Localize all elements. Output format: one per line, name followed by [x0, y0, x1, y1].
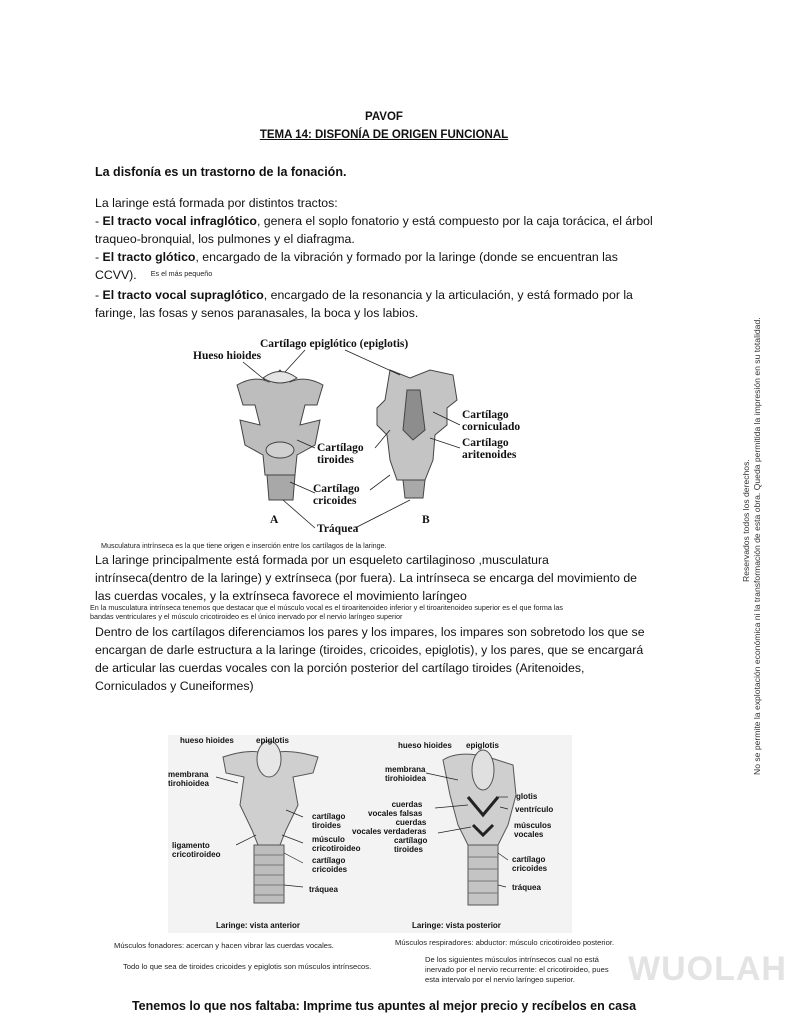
label-hueso-hioides: Hueso hioides	[193, 350, 262, 362]
label-cartilago-aritenoides: Cartílago aritenoides	[462, 437, 517, 461]
tract-item-cont: traqueo-bronquial, los pulmones y el diafragma.	[95, 232, 355, 246]
label-cartilago-corniculado: Cartílago corniculado	[462, 409, 521, 433]
handwritten-note-respiradores: Músculos respiradores: abductor: músculo cricotiroideo posterior.	[395, 938, 615, 947]
caption-vista-anterior: Laringe: vista anterior	[216, 921, 301, 930]
tract-item-cont: faringe, las fosas y senos paranasales, la boca y los labios.	[95, 306, 419, 320]
paragraph-cartilages: Dentro de los cartílagos diferenciamos los pares y los impares, los impares son sobretodo los que se encargan de darle estructura a la laringe (tiroides, cricoides, epiglotis), y los pares, que se encargará de articular las cuerdas vocales con la porción posterior del cartílago tiroides (Aritenoides, Corniculados y Cuneiformes)	[95, 625, 645, 693]
label-epiglotis-right: epiglotis	[466, 741, 499, 750]
caption-vista-posterior: Laringe: vista posterior	[412, 921, 501, 930]
tracts-intro: La laringe está formada por distintos tractos:	[95, 196, 338, 210]
handwritten-note: Es el más pequeño	[150, 269, 213, 278]
tract-name: El tracto vocal supraglótico	[102, 288, 264, 302]
tract-item: - El tracto vocal supraglótico, encargado de la resonancia y la articulación, y está formado por la	[95, 288, 633, 302]
tract-item-cont: CCVV). $^{Es el más pequeño}$	[95, 268, 213, 282]
paragraph-skeleton: La laringe principalmente está formada por un esqueleto cartilaginoso ,musculatura intrínseca(dentro de la laringe) y extrínseca (por fuera). La intrínseca se encarga del movimiento de las cuerdas vocales, y la extrínseca favorece el movimiento laríngeo	[95, 553, 638, 603]
intro-sentence: La disfonía es un trastorno de la fonación.	[95, 165, 347, 179]
label-musculo-cricotiroideo: músculo cricotiroideo	[312, 835, 361, 853]
rights-reserved-text: Reservados todos los derechos.	[741, 459, 751, 582]
handwritten-note-vocal: En la musculatura intrínseca tenemos que destacar que el músculo vocal es el tiroaritenoideo inferior y el tiroaritenoideo superior es el que forma las bandas ventriculares y el músculo cricotiroideo es el único inervado por el nervio laríngeo superior	[90, 603, 564, 621]
label-cartilago-tiroides: Cartílago tiroides	[317, 442, 364, 466]
label-traquea: Tráquea	[317, 523, 359, 535]
wuolah-watermark: WUOLAH	[628, 950, 787, 988]
label-cartilago-cricoides-right: cartílago cricoides	[512, 855, 548, 873]
label-epiglotis-left: epiglotis	[256, 736, 289, 745]
topic-title: TEMA 14: DISFONÍA DE ORIGEN FUNCIONAL	[259, 129, 509, 141]
handwritten-note-recurrente: De los siguientes músculos intrínsecos cual no está inervado por el nervio recurrente: el cricotiroideo, pues esta intervalo por el nervio laríngeo superior.	[425, 955, 609, 984]
label-cartilago-epiglotico: Cartílago epiglótico (epiglotis)	[260, 338, 409, 350]
label-hueso-hioides-left: hueso hioides	[180, 736, 234, 745]
tract-name: El tracto vocal infraglótico	[102, 214, 257, 228]
footer-promo: Tenemos lo que nos faltaba: Imprime tus apuntes al mejor precio y recíbelos en casa	[131, 999, 637, 1013]
label-membrana-left: membrana tirohioidea	[168, 770, 209, 788]
label-cartilago-tiroides-left: cartílago tiroides	[312, 812, 346, 830]
label-membrana-right: membrana tirohioidea	[385, 765, 426, 783]
handwritten-note-fonadores: Músculos fonadores: acercan y hacen vibrar las cuerdas vocales.	[114, 941, 334, 950]
label-cartilago-cricoides-left: cartílago cricoides	[312, 856, 348, 874]
label-musculos-vocales: músculos vocales	[514, 821, 552, 839]
label-glotis: glotis	[516, 792, 538, 801]
label-cuerdas-falsas: cuerdas vocales falsas	[368, 800, 423, 818]
handwritten-note-musculatura: Musculatura intrínseca es la que tiene origen e inserción entre los cartílagos de la laringe.	[101, 541, 387, 550]
tract-item: - El tracto glótico, encargado de la vibración y formado por la laringe (donde se encuentran las	[95, 250, 618, 264]
label-b: B	[422, 514, 430, 526]
label-hueso-hioides-right: hueso hioides	[398, 741, 452, 750]
label-cuerdas-verdaderas: cuerdas vocales verdaderas	[352, 818, 427, 836]
course-title: PAVOF	[365, 111, 403, 123]
label-traquea-left: tráquea	[309, 885, 338, 894]
rights-notice-text: No se permite la explotación económica ni la transformación de esta obra. Queda permitida la impresión en su totalidad.	[752, 317, 762, 775]
figure-larynx-views	[168, 735, 572, 933]
handwritten-note-intrinsecos: Todo lo que sea de tiroides cricoides y epiglotis son músculos intrínsecos.	[123, 962, 372, 971]
label-traquea-right: tráquea	[512, 883, 541, 892]
tract-item: - El tracto vocal infraglótico, genera el soplo fonatorio y está compuesto por la caja torácica, el árbol	[95, 214, 653, 228]
label-ventriculo: ventrículo	[515, 805, 554, 814]
label-cartilago-cricoides: Cartílago cricoides	[313, 483, 360, 507]
label-ligamento-cricotiroideo: ligamento cricotiroideo	[172, 841, 221, 859]
figure-larynx-cartilages	[185, 330, 530, 535]
tract-name: El tracto glótico	[102, 250, 196, 264]
label-cartilago-tiroides-right: cartílago tiroides	[394, 836, 428, 854]
label-a: A	[270, 514, 279, 526]
tracts-section	[95, 194, 655, 322]
